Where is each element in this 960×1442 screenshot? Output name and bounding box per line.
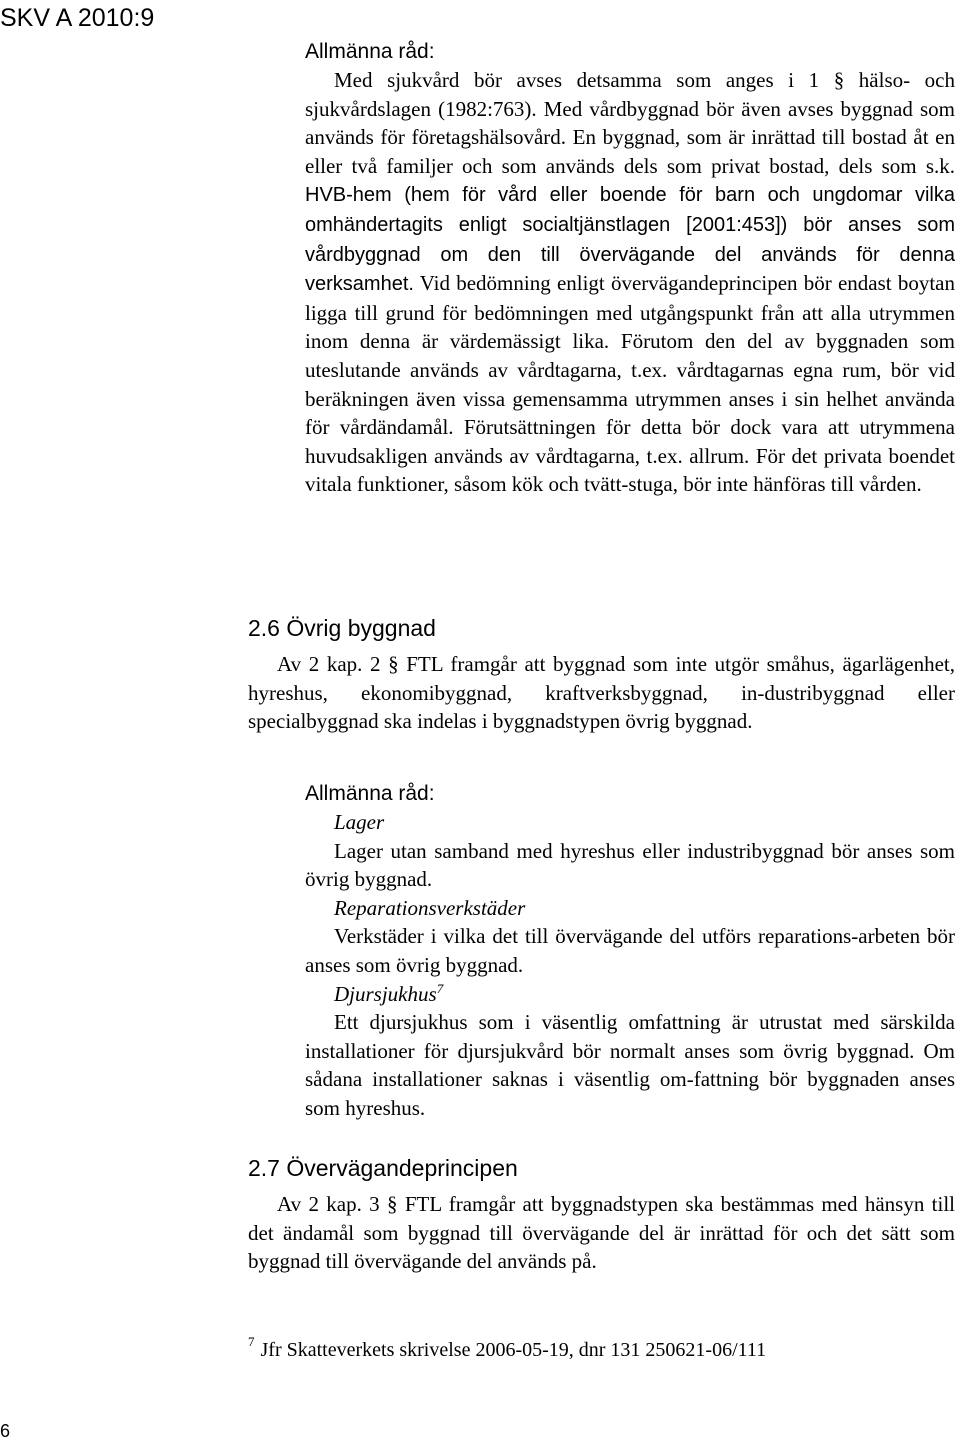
advice-item-title: Reparationsverkstäder: [334, 895, 526, 920]
section-heading-overvagandeprincipen: 2.7 Övervägandeprincipen: [248, 1155, 518, 1181]
general-advice-vardbyggnad: [305, 38, 955, 499]
advice-item-text: Verkstäder i vilka det till övervägande del utförs reparations-arbeten bör anses som övrig byggnad.: [305, 924, 955, 977]
footnote-text: Jfr Skatteverkets skrivelse 2006-05-19, dnr 131 250621-06/111: [260, 1339, 767, 1361]
general-advice-label: Allmänna råd:: [305, 782, 435, 805]
advice-item-title: Djursjukhus$^7$: [334, 980, 444, 1006]
section-heading-ovrig-byggnad: 2.6 Övrig byggnad: [248, 615, 436, 641]
section-body-ovrig-byggnad: Av 2 kap. 2 § FTL framgår att byggnad som inte utgör småhus, ägarlägenhet, hyreshus, ekonomibyggnad, kraftverksbyggnad, in-dustribyggnad eller specialbyggnad ska indelas i byggnadstypen övrig byggnad.: [248, 652, 955, 734]
section-body-overvagandeprincipen: Av 2 kap. 3 § FTL framgår att byggnadstypen ska bestämmas med hänsyn till det ändamål som byggnad till övervägande del är inrättad för och det sätt som byggnad till övervägande del används på.: [248, 1192, 955, 1274]
footnote-ref: 7: [436, 980, 444, 996]
page-number: 6: [0, 1421, 11, 1441]
footnote: [248, 1336, 766, 1364]
general-advice-text-part2: Vid bedömning enligt övervägandeprincipen bör endast boytan ligga till grund för bedömningen med utgångspunkt från att alla utrymmen inom denna är värdemässigt lika. Förutom den del av byggnaden som uteslutande används av vårdtagarna, t.ex. vårdtagarnas egna rum, bör vid beräkningen även vissa gemensamma utrymmen anses i sin helhet använda för vårdändamål. Förutsättningen för detta bör dock vara att utrymmena huvudsakligen används av vårdtagarna, t.ex. allrum. För det privata boendet vitala funktioner, såsom kök och tvätt-stuga, bör inte hänföras till vården.: [305, 271, 955, 497]
general-advice-text: [305, 66, 955, 499]
document-id: SKV A 2010:9: [0, 4, 155, 32]
general-advice-text-part1: Med sjukvård bör avses detsamma som anges i 1 § hälso- och sjukvårdslagen (1982:763). Med vårdbyggnad bör även avses byggnad som används för företagshälsovård. En byggnad, som är inrättad till bostad åt en eller två familjer och som används dels som privat bostad, dels som s.k.: [305, 68, 955, 178]
general-advice-ovrig-byggnad: [305, 780, 955, 1123]
general-advice-label: Allmänna råd:: [305, 40, 435, 63]
advice-item-text: Lager utan samband med hyreshus eller industribyggnad bör anses som övrig byggnad.: [305, 838, 955, 892]
footnote-number: 7: [248, 1334, 255, 1349]
general-advice-text-hvb: HVB-hem (hem för vård eller boende för barn och ungdomar vilka omhändertagits enligt socialtjänstlagen [2001:453]) bör anses som vårdbyggnad om den till övervägande del används för denna verksamhet.: [305, 184, 955, 296]
advice-item-title: Lager: [334, 810, 385, 834]
advice-item-text: Ett djursjukhus som i väsentlig omfattning är utrustat med särskilda installationer för djursjukvård bör normalt anses som övrig byggnad. Om sådana installationer saknas i väsentlig om-fattning bör byggnaden anses som hyreshus.: [305, 1010, 955, 1120]
